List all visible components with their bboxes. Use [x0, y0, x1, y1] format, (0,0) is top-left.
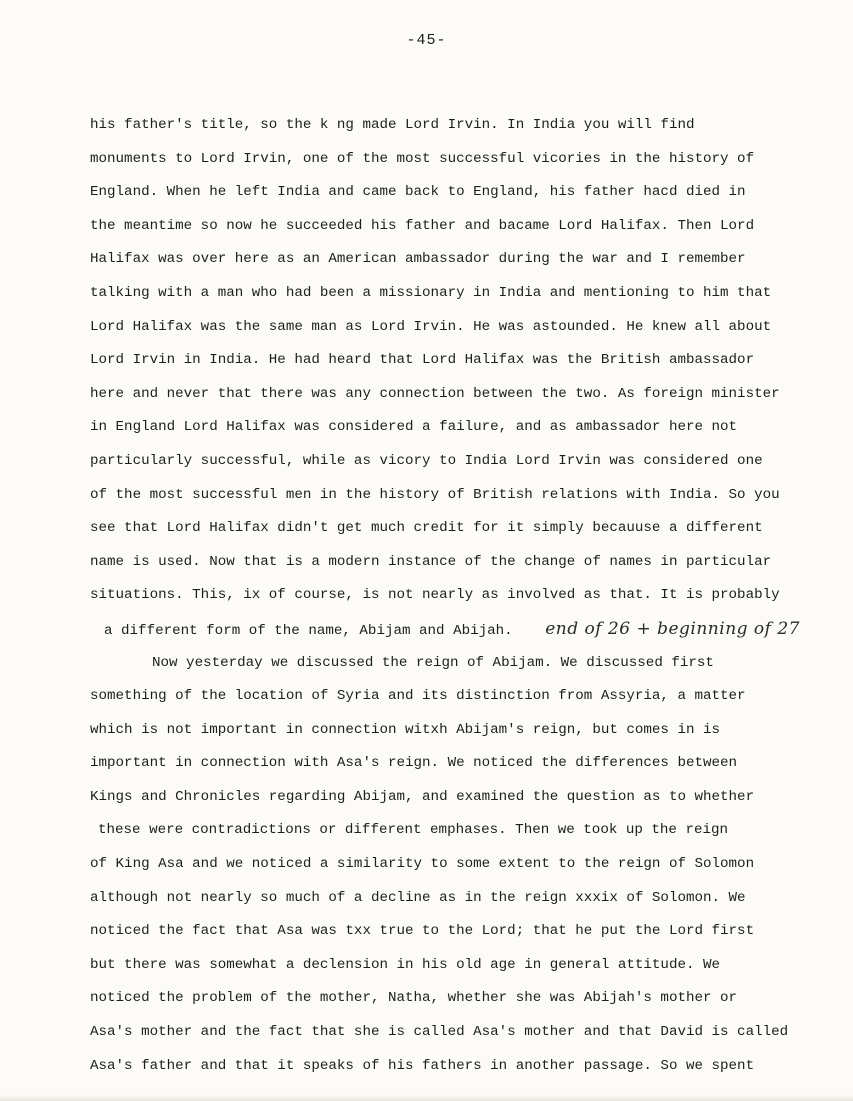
text-line: of King Asa and we noticed a similarity to some extent to the reign of Solomon [90, 856, 755, 873]
text-line: noticed the problem of the mother, Natha, whether she was Abijah's mother or [90, 990, 738, 1007]
text-line: of the most successful men in the history of British relations with India. So you [90, 486, 780, 503]
text-line: see that Lord Halifax didn't get much credit for it simply becauuse a different [90, 520, 763, 537]
text-line: these were contradictions or different emphases. Then we took up the reign [98, 822, 729, 839]
text-line: which is not important in connection witxh Abijam's reign, but comes in is [90, 721, 721, 738]
handwritten-note: end of 26 + beginning of 27 [545, 618, 800, 639]
body-text [90, 114, 800, 1088]
text-line: although not nearly so much of a decline as in the reign xxxix of Solomon. We [90, 889, 746, 906]
text-line: situations. This, ix of course, is not nearly as involved as that. It is probably [90, 587, 780, 604]
text-line: in England Lord Halifax was considered a failure, and as ambassador here not [90, 419, 738, 436]
text-line: Asa's father and that it speaks of his fathers in another passage. So we spent [90, 1057, 755, 1074]
text-line: Lord Halifax was the same man as Lord Irvin. He was astounded. He knew all about [90, 318, 772, 335]
text-line: his father's title, so the k ng made Lord Irvin. In India you will find [90, 117, 695, 133]
text-line: Halifax was over here as an American ambassador during the war and I remember [90, 251, 746, 268]
text-line: monuments to Lord Irvin, one of the most successful vicories in the history of [90, 150, 755, 167]
text-line: name is used. Now that is a modern instance of the change of names in particular [90, 553, 772, 570]
text-line: something of the location of Syria and its distinction from Assyria, a matter [90, 688, 746, 705]
text-line: here and never that there was any connection between the two. As foreign minister [90, 385, 780, 402]
text-line: a different form of the name, Abijam and Abijah. [104, 622, 513, 639]
text-line: Lord Irvin in India. He had heard that Lord Halifax was the British ambassador [90, 352, 755, 369]
text-line: the meantime so now he succeeded his father and bacame Lord Halifax. Then Lord [90, 217, 755, 234]
text-line: but there was somewhat a declension in his old age in general attitude. We [90, 956, 721, 973]
text-line: noticed the fact that Asa was txx true to the Lord; that he put the Lord first [90, 923, 755, 940]
text-line: England. When he left India and came back to England, his father hacd died in [90, 184, 746, 201]
text-line: particularly successful, while as vicory to India Lord Irvin was considered one [90, 452, 763, 469]
text-line-with-note [90, 618, 800, 652]
page-bottom-edge [0, 1095, 853, 1101]
text-line: important in connection with Asa's reign. We noticed the differences between [90, 755, 738, 772]
text-line: Asa's mother and the fact that she is called Asa's mother and that David is called [90, 1024, 789, 1041]
page-number: -45- [406, 32, 447, 49]
text-line: Kings and Chronicles regarding Abijam, and examined the question as to whether [90, 788, 755, 805]
paragraph-start-line: Now yesterday we discussed the reign of Abijam. We discussed first [152, 654, 714, 671]
text-line: talking with a man who had been a missionary in India and mentioning to him that [90, 284, 772, 301]
